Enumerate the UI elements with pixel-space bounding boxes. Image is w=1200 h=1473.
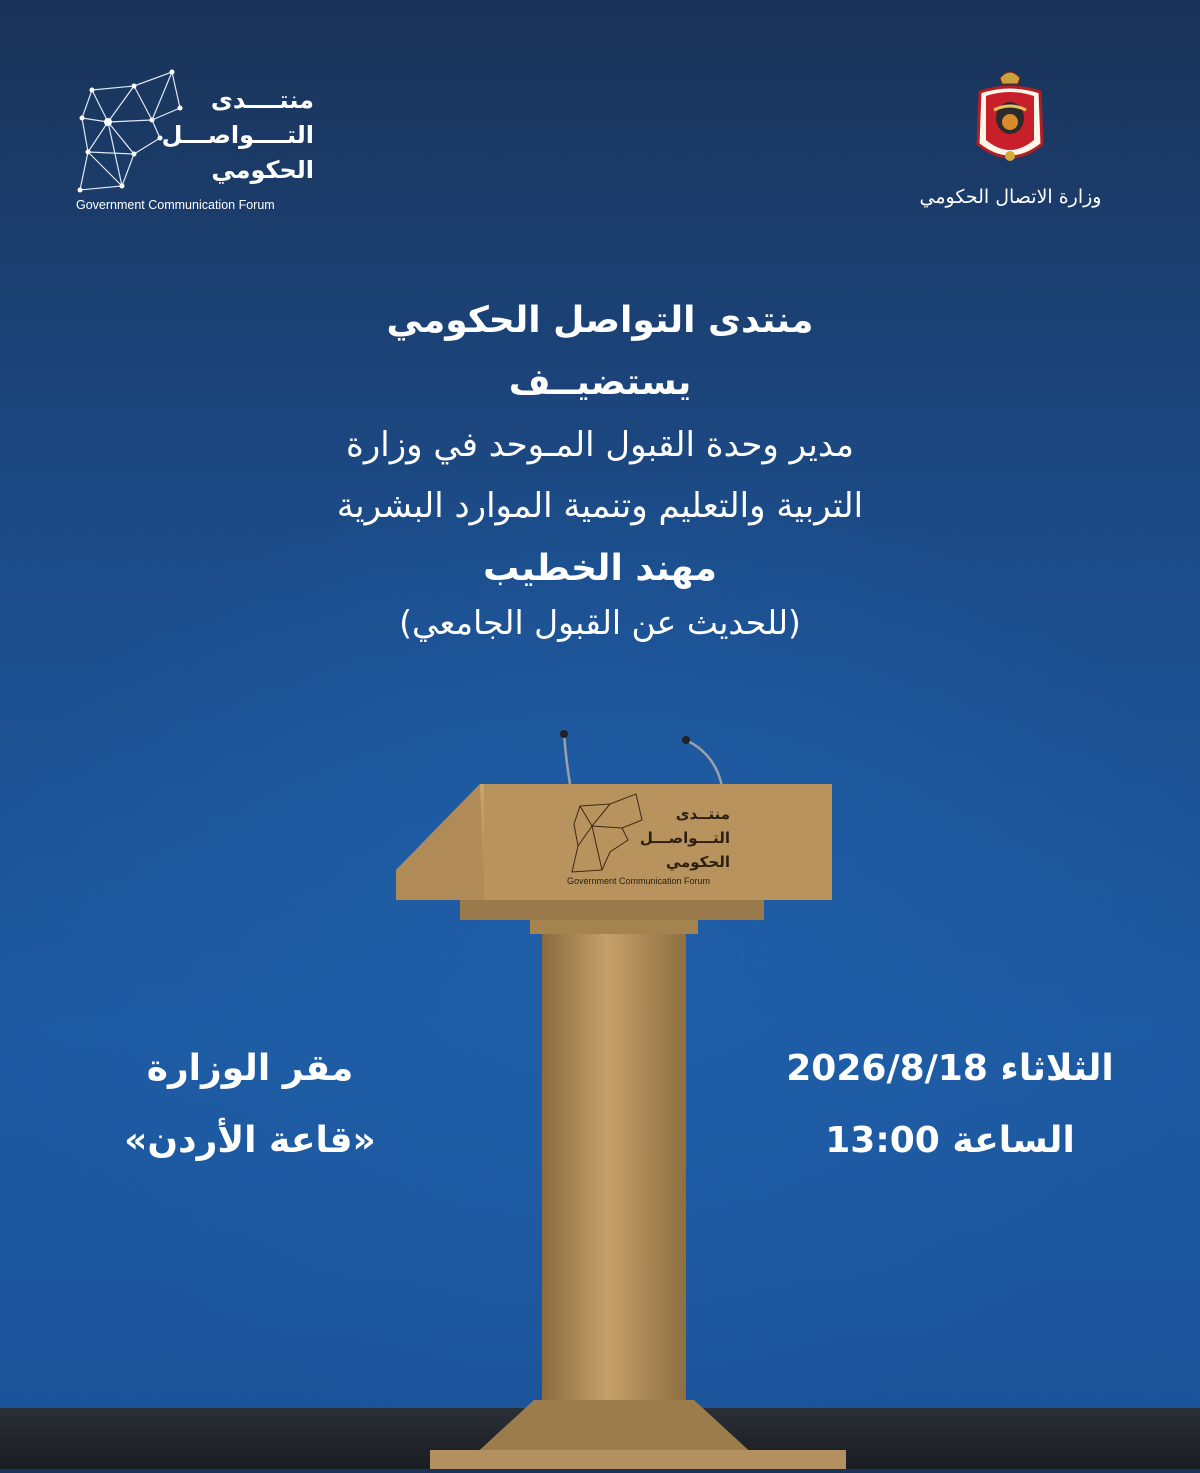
speaker-position-line-2: التربية والتعليم وتنمية الموارد البشرية (336, 486, 864, 526)
forum-logo-line3: الحكومي (211, 156, 314, 184)
coat-of-arms-icon (970, 66, 1050, 174)
podium-logo-line3: الحكومي (665, 853, 730, 871)
podium-logo-line1: منتــدى (675, 805, 730, 823)
podium-logo-text (630, 802, 730, 874)
ministry-logo (890, 66, 1130, 216)
podium-logo-english: Government Communication Forum (567, 876, 711, 886)
event-time: الساعة 13:00 (825, 1120, 1075, 1161)
event-venue: مقر الوزارة (146, 1048, 354, 1089)
podium-logo-line2: التـــواصـــل (639, 829, 730, 847)
forum-logo-english: Government Communication Forum (76, 198, 275, 212)
speaker-name: مهند الخطيب (483, 548, 717, 589)
forum-logo (74, 68, 324, 218)
speaker-position-line-1: مدير وحدة القبول المـوحد في وزارة (346, 425, 854, 465)
podium-illustration (370, 720, 850, 1469)
hosts-heading: يستضيــف (508, 362, 692, 403)
talk-topic: (للحديث عن القبول الجامعي) (399, 603, 801, 642)
ministry-name: وزارة الاتصال الحكومي (919, 186, 1102, 208)
forum-logo-line2: التــــواصـــل (161, 121, 314, 149)
forum-logo-line1: منتــــدى (210, 86, 314, 114)
event-hall: «قاعة الأردن» (124, 1120, 376, 1161)
forum-title: منتدى التواصل الحكومي (386, 300, 814, 341)
event-date: الثلاثاء 2026/8/18 (786, 1048, 1114, 1089)
podium (370, 720, 850, 1469)
